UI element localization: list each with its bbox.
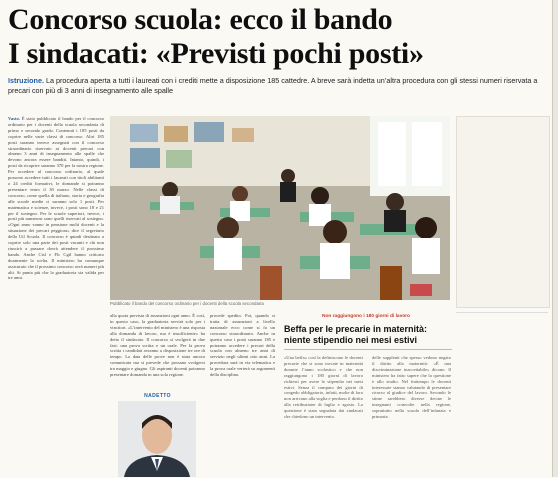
headline-line-1: Concorso scuola: ecco il bando: [8, 3, 393, 36]
sidebar-story-title: Beffa per le precarie in maternità: niente stipendio nei mesi estivi: [284, 324, 428, 345]
article-column-2: alla quota prevista di assunzioni ogni anno. È così, in questo caso, la graduatoria servirà solo per i vincitori. «L’intervento del ministero è una risposta alla domanda di lavoro, ma è insufficiente» ha detto il sindacato. Il concorso si svolgerà in due fasi: una prova scritta e un orale. Per la prova scritta i candidati avranno a disposizione tre ore di tempo. La data delle prove non è stata ancora comunicata ma si prevede che possano svolgersi tra maggio e giugno. Gli aspiranti docenti potranno presentare domanda in una sola regione.: [110, 313, 205, 378]
right-column: [456, 116, 548, 477]
classroom-illustration: [110, 116, 450, 300]
headline-line-2: I sindacati: «Previsti pochi posti»: [8, 37, 424, 70]
lead-text: La procedura aperta a tutti i laureati con i crediti mette a disposizione 185 cattedre. A breve sarà indetta un’altra procedura con gli stessi numeri riservata a precari con più di 3 anni di insegnamento alle spalle: [8, 76, 538, 95]
sidebar-story-column-1: «Una beffa» così la definiscono le docenti precarie che si sono trovate in maternità durante l’anno scolastico e che non raggiungono i 180 giorni di lavoro richiesti per avere lo stipendio nei mesi estivi. Senza il computo dei giorni di congedo obbligatorio, infatti, molte di loro non arrivano alla soglia e perdono il diritto alla retribuzione di luglio e agosto. La questione è stata segnalata dai sindacati che chiedono un intervento.: [284, 355, 363, 420]
author-tag: NADETTO: [144, 393, 171, 399]
sidebar-story-column-2: delle supplenti che spesso vedono negato il diritto alla maternità: «È una discriminazione inaccettabile» dicono. Il ministero ha fatto sapere che la questione è allo studio. Nel frattempo le docenti interessate stanno valutando di presentare ricorso al giudice del lavoro. Secondo le stime sarebbero diverse decine le insegnanti coinvolte nella regione, soprattutto nella scuola dell’infanzia e primaria.: [372, 355, 451, 420]
lead-kicker: Istruzione.: [8, 76, 44, 85]
right-column-lower: [456, 312, 548, 478]
sidebar-story: [280, 313, 452, 477]
article-column-1: [8, 116, 104, 477]
article-column-3: procede spedito. Poi, quando si tratta di assunzioni a livello nazionale ecco come si fa un concorso straordinario. Anche in questo caso i posti saranno 185 e potranno accedere i precari della scuola con almeno tre anni di servizio negli ultimi otto anni. La procedura sarà in via telematica e la prova orale verterà su argomenti della disciplina.: [210, 313, 275, 378]
article-col1-text: È stato pubblicato il bando per il concorso ordinario per i docenti della scuola secondaria di primo e secondo grado. Contenuti i 185 posti da coprire nelle varie classi di concorso. Altri 185 posti saranno invece assegnati con il concorso straordinario riservato ai docenti precari con almeno 3 anni di insegnamento alle spalle che devono ancora essere banditi. Intanto, quindi, i posti da ricoprire saranno 370 per la nostra regione. Per accedere al concorso ordinario, al quale possono accedere tutti i laureati con titoli abilitanti o 24 crediti formativi, le domande si potranno presentare entro il 30 marzo. Nelle classi di concorso, come quella di italiano, storia e geografia alle scuole medie ci saranno solo 1 posti. Per matematica e scienze, invece, i posti sono 18 e 21 per il sostegno. Per le scuole superiori, invece, i posti più numerosi sono quelli riservati al sostegno. «Ogni anno vanno in pensione molti docenti e la situazione dei precari peggiora» dice il segretario della Uil Scuola. Il concorso è quindi destinato a coprire solo una parte dei posti vacanti e chi non riuscirà a passare dovrà attendere il prossimo bando. Anche Cisl e Flc Cgil hanno criticato duramente la scelta. Il ministero ha comunque assicurato che il prossimo concorso avrà numeri più alti. Si punta più che la graduatoria sia valida per tre anni.: [8, 116, 104, 281]
portrait-illustration: [118, 401, 196, 477]
author-portrait: [118, 401, 196, 477]
sidebar-story-kicker: Non raggiungono i 180 giorni di lavoro: [322, 314, 410, 319]
article-kicker: Vasto.: [8, 116, 20, 121]
classroom-photo: [110, 116, 450, 300]
page-edge: [552, 0, 558, 477]
right-column-panel: [456, 116, 550, 308]
photo-caption: Pubblicato il bando del concorso ordinario per i docenti della scuola secondaria: [110, 301, 264, 306]
lead-paragraph: [8, 76, 546, 96]
sidebar-story-divider: [284, 349, 452, 350]
